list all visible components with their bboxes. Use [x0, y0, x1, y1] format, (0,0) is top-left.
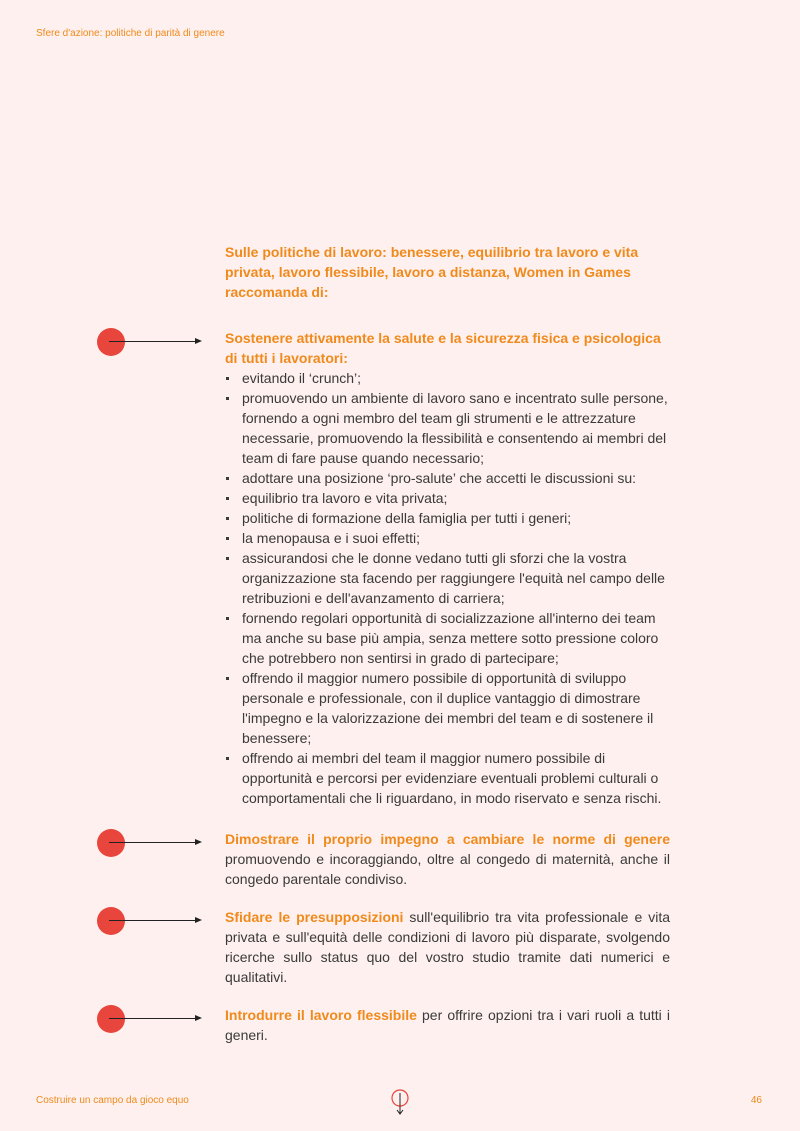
arrow-line [109, 920, 197, 921]
bullet-marker [97, 1005, 207, 1033]
red-circle-icon [97, 907, 125, 935]
list-item: offrendo il maggior numero possibile di opportunità di sviluppo personale e professionale, con il duplice vantaggio di dimostrare l'impegno e la valorizzazione dei membri del team e di sostenere il benessere; [225, 668, 670, 748]
bullet-marker [97, 328, 207, 356]
list-item: promuovendo un ambiente di lavoro sano e incentrato sulle persone, fornendo a ogni membro del team gli strumenti e le attrezzature necessarie, promuovendo la flessibilità e consentendo ai membri del team di fare pause quando necessario; [225, 388, 670, 468]
list-item: politiche di formazione della famiglia per tutti i generi; [225, 508, 670, 528]
bullet-list [225, 368, 670, 808]
arrow-right-icon [195, 1015, 202, 1021]
arrow-line [109, 842, 197, 843]
recommendation-paragraph [225, 1005, 670, 1045]
arrow-line [109, 1018, 197, 1019]
arrow-line [109, 341, 197, 342]
recommendation-gender-norms [225, 829, 670, 889]
red-circle-icon [97, 328, 125, 356]
recommendation-health-safety [225, 328, 670, 808]
red-circle-icon [97, 829, 125, 857]
list-item: assicurandosi che le donne vedano tutti gli sforzi che la vostra organizzazione sta facendo per raggiungere l'equità nel campo delle retribuzioni e dell'avanzamento di carriera; [225, 548, 670, 608]
body-text: per offrire opzioni tra i vari ruoli a tutti i generi. [225, 1007, 671, 1043]
recommendation-flexible-work [225, 1005, 670, 1045]
body-text: promuovendo e incoraggiando, oltre al congedo di maternità, anche il congedo parentale condiviso. [225, 851, 670, 887]
arrow-right-icon [195, 839, 202, 845]
arrow-right-icon [195, 338, 202, 344]
page-number: 46 [750, 1095, 762, 1106]
list-item: equilibrio tra lavoro e vita privata; [225, 488, 670, 508]
footer-document-title: Costruire un campo da gioco equo [36, 1095, 189, 1106]
list-item: adottare una posizione ‘pro-salute’ che accetti le discussioni su: [225, 468, 670, 488]
list-item: la menopausa e i suoi effetti; [225, 528, 670, 548]
bullet-marker [97, 907, 207, 935]
section-heading: Sostenere attivamente la salute e la sicurezza fisica e psicologica di tutti i lavoratori: [225, 330, 661, 366]
running-header: Sfere d'azione: politiche di parità di genere [36, 28, 225, 39]
down-arrow-circle-icon [389, 1088, 411, 1116]
list-item: offrendo ai membri del team il maggior numero possibile di opportunità e percorsi per evidenziare eventuali problemi culturali o comportamentali che li riguardano, in modo riservato e senza rischi. [225, 748, 670, 808]
recommendation-assumptions [225, 907, 670, 987]
list-item: fornendo regolari opportunità di socializzazione all'interno dei team ma anche su base più ampia, senza mettere sotto pressione coloro che potrebbero non sentirsi in grado di partecipare; [225, 608, 670, 668]
recommendation-paragraph [225, 829, 670, 889]
body-text: sull'equilibrio tra vita professionale e vita privata e sull'equità delle condizioni di lavoro più disparate, svolgendo ricerche sullo status quo del vostro studio tramite dati numerici e qualitativi. [225, 909, 670, 985]
highlight-text: Dimostrare il proprio impegno a cambiare le norme di genere [225, 831, 670, 847]
red-circle-icon [97, 1005, 125, 1033]
intro-heading: Sulle politiche di lavoro: benessere, equilibrio tra lavoro e vita privata, lavoro flessibile, lavoro a distanza, Women in Games raccomanda di: [225, 244, 639, 300]
bullet-marker [97, 829, 207, 857]
highlight-text: Introdurre il lavoro flessibile [225, 1007, 417, 1023]
main-content [225, 242, 670, 1045]
arrow-right-icon [195, 917, 202, 923]
recommendation-paragraph [225, 907, 670, 987]
highlight-text: Sfidare le presupposizioni [225, 909, 404, 925]
list-item: evitando il ‘crunch’; [225, 368, 670, 388]
